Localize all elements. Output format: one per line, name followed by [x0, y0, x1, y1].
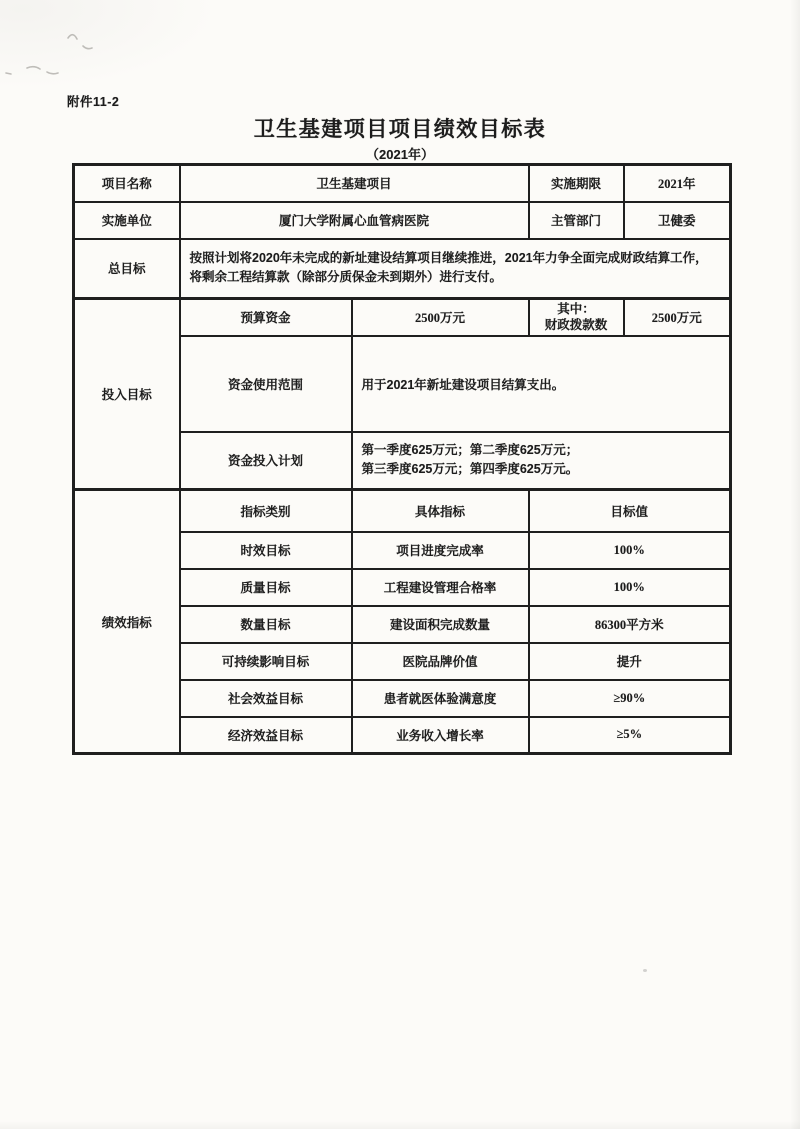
indicator-cell: 工程建设管理合格率	[352, 569, 529, 606]
row-performance-header	[74, 490, 731, 532]
category-cell: 可持续影响目标	[180, 643, 352, 680]
period-value: 2021年	[624, 165, 731, 202]
target-cell: 100%	[529, 569, 731, 606]
category-cell: 数量目标	[180, 606, 352, 643]
indicator-cell: 建设面积完成数量	[352, 606, 529, 643]
subsidy-label-line2: 财政拨款数	[544, 318, 608, 333]
target-cell: 86300平方米	[529, 606, 731, 643]
header-indicator: 具体指标	[352, 490, 529, 532]
overall-goal-text: 按照计划将2020年未完成的新址建设结算项目继续推进，2021年力争全面完成财政结算工作，将剩余工程结算款（除部分质保金未到期外）进行支付。	[180, 239, 731, 299]
target-cell: 提升	[529, 643, 731, 680]
category-cell: 社会效益目标	[180, 680, 352, 717]
scan-edge-right	[790, 0, 800, 1129]
plan-line1: 第一季度625万元；第二季度625万元；	[361, 443, 579, 458]
performance-target-table	[72, 163, 732, 755]
header-category: 指标类别	[180, 490, 352, 532]
row-overall-goal	[74, 239, 731, 299]
indicator-cell: 项目进度完成率	[352, 532, 529, 569]
scan-edge-bottom	[0, 1121, 800, 1129]
usage-label: 资金使用范围	[180, 336, 352, 432]
target-cell: ≥90%	[529, 680, 731, 717]
dept-value: 卫健委	[624, 202, 731, 239]
page-subtitle: （2021年）	[366, 147, 434, 162]
page-title: 卫生基建项目项目绩效目标表	[253, 118, 547, 141]
attachment-label: 附件11-2	[67, 95, 120, 109]
indicator-cell: 业务收入增长率	[352, 717, 529, 754]
category-cell: 质量目标	[180, 569, 352, 606]
usage-value: 用于2021年新址建设项目结算支出。	[352, 336, 731, 432]
implementer-value: 厦门大学附属心血管病医院	[180, 202, 529, 239]
row-implementer	[74, 202, 731, 239]
performance-label: 绩效指标	[74, 490, 180, 754]
indicator-cell: 医院品牌价值	[352, 643, 529, 680]
target-cell: 100%	[529, 532, 731, 569]
subsidy-label-line1: 其中：	[557, 302, 595, 317]
category-cell: 时效目标	[180, 532, 352, 569]
category-cell: 经济效益目标	[180, 717, 352, 754]
plan-line2: 第三季度625万元；第四季度625万元。	[361, 462, 579, 477]
header-target: 目标值	[529, 490, 731, 532]
row-budget	[74, 299, 731, 336]
budget-label: 预算资金	[180, 299, 352, 336]
subsidy-value: 2500万元	[624, 299, 731, 336]
plan-value	[352, 432, 731, 490]
implementer-label: 实施单位	[74, 202, 180, 239]
row-project	[74, 165, 731, 202]
overall-goal-label: 总目标	[74, 239, 180, 299]
subsidy-label	[529, 299, 624, 336]
dept-label: 主管部门	[529, 202, 624, 239]
period-label: 实施期限	[529, 165, 624, 202]
indicator-cell: 患者就医体验满意度	[352, 680, 529, 717]
plan-label: 资金投入计划	[180, 432, 352, 490]
project-name-label: 项目名称	[74, 165, 180, 202]
scan-speck	[643, 969, 647, 972]
input-targets-label: 投入目标	[74, 299, 180, 490]
pen-scribble-marks	[0, 24, 200, 94]
target-cell: ≥5%	[529, 717, 731, 754]
budget-value: 2500万元	[352, 299, 529, 336]
project-name-value: 卫生基建项目	[180, 165, 529, 202]
